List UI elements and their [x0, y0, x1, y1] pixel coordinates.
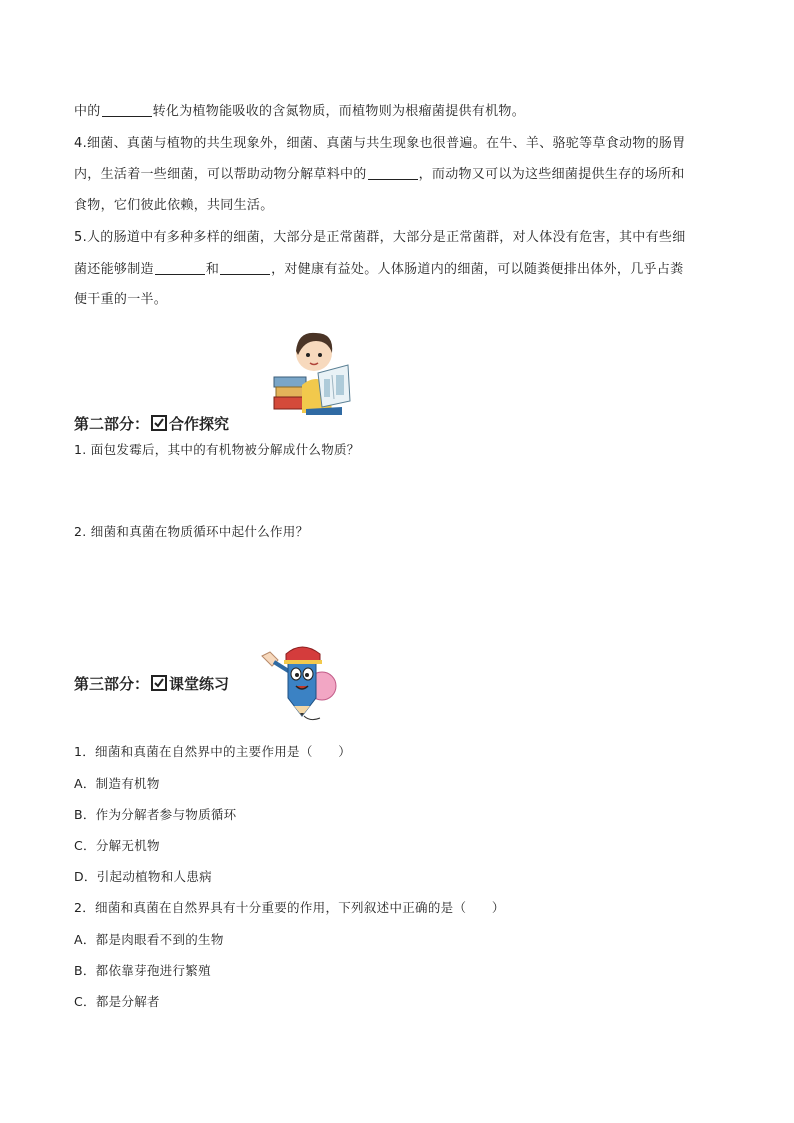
section-prefix: 第二部分：	[74, 415, 150, 433]
paragraph-line	[74, 96, 724, 128]
option-b[interactable]: B．作为分解者参与物质循环	[74, 807, 237, 822]
text: 中的	[74, 104, 101, 119]
text: 转化为植物能吸收的含氮物质，而植物则为根瘤菌提供有机物。	[152, 104, 526, 119]
text: ，而动物又可以为这些细菌提供生存的场所和	[418, 167, 685, 182]
fill-blank[interactable]	[220, 260, 270, 275]
exercise-question-1: 1．细菌和真菌在自然界中的主要作用是（ ）	[74, 744, 352, 759]
reading-boy-illustration	[272, 325, 354, 417]
section-prefix: 第三部分：	[74, 675, 150, 693]
option-b[interactable]: B．都依靠芽孢进行繁殖	[74, 963, 211, 978]
text: ，对健康有益处。人体肠道内的细菌，可以随粪便排出体外，几乎占粪	[271, 262, 684, 277]
fill-blank[interactable]	[102, 102, 152, 117]
text: 菌还能够制造	[74, 262, 154, 277]
text: 内，生活着一些细菌，可以帮助动物分解草料中的	[74, 167, 367, 182]
checkbox-icon	[151, 675, 167, 691]
option-a[interactable]: A．制造有机物	[74, 776, 160, 791]
item-5-line-2	[74, 254, 724, 286]
fill-blank[interactable]	[155, 260, 205, 275]
fill-blank[interactable]	[368, 165, 418, 180]
question-2: 2. 细菌和真菌在物质循环中起什么作用？	[74, 524, 309, 539]
item-4-line-1: 4.细菌、真菌与植物的共生现象外，细菌、真菌与共生现象也很普遍。在牛、羊、骆驼等草食动物的肠胃	[74, 136, 686, 151]
item-4-line-2	[74, 159, 724, 191]
section-2-heading	[74, 413, 229, 434]
section-3-heading	[74, 673, 229, 694]
item-5-line-3: 便干重的一半。	[74, 292, 168, 307]
pencil-mascot-illustration	[260, 642, 342, 722]
exercise-question-2: 2．细菌和真菌在自然界具有十分重要的作用，下列叙述中正确的是（ ）	[74, 900, 505, 915]
section-title: 合作探究	[169, 415, 230, 433]
option-d[interactable]: D．引起动植物和人患病	[74, 869, 212, 884]
option-c[interactable]: C．都是分解者	[74, 994, 160, 1009]
question-1: 1. 面包发霉后，其中的有机物被分解成什么物质？	[74, 442, 360, 457]
text: 和	[205, 262, 220, 277]
checkbox-icon	[151, 415, 167, 431]
item-4-line-3: 食物，它们彼此依赖，共同生活。	[74, 198, 274, 213]
option-c[interactable]: C．分解无机物	[74, 838, 160, 853]
option-a[interactable]: A．都是肉眼看不到的生物	[74, 932, 224, 947]
item-5-line-1: 5.人的肠道中有多种多样的细菌，大部分是正常菌群，大部分是正常菌群，对人体没有危害，其中有些细	[74, 230, 686, 245]
section-title: 课堂练习	[169, 675, 230, 693]
